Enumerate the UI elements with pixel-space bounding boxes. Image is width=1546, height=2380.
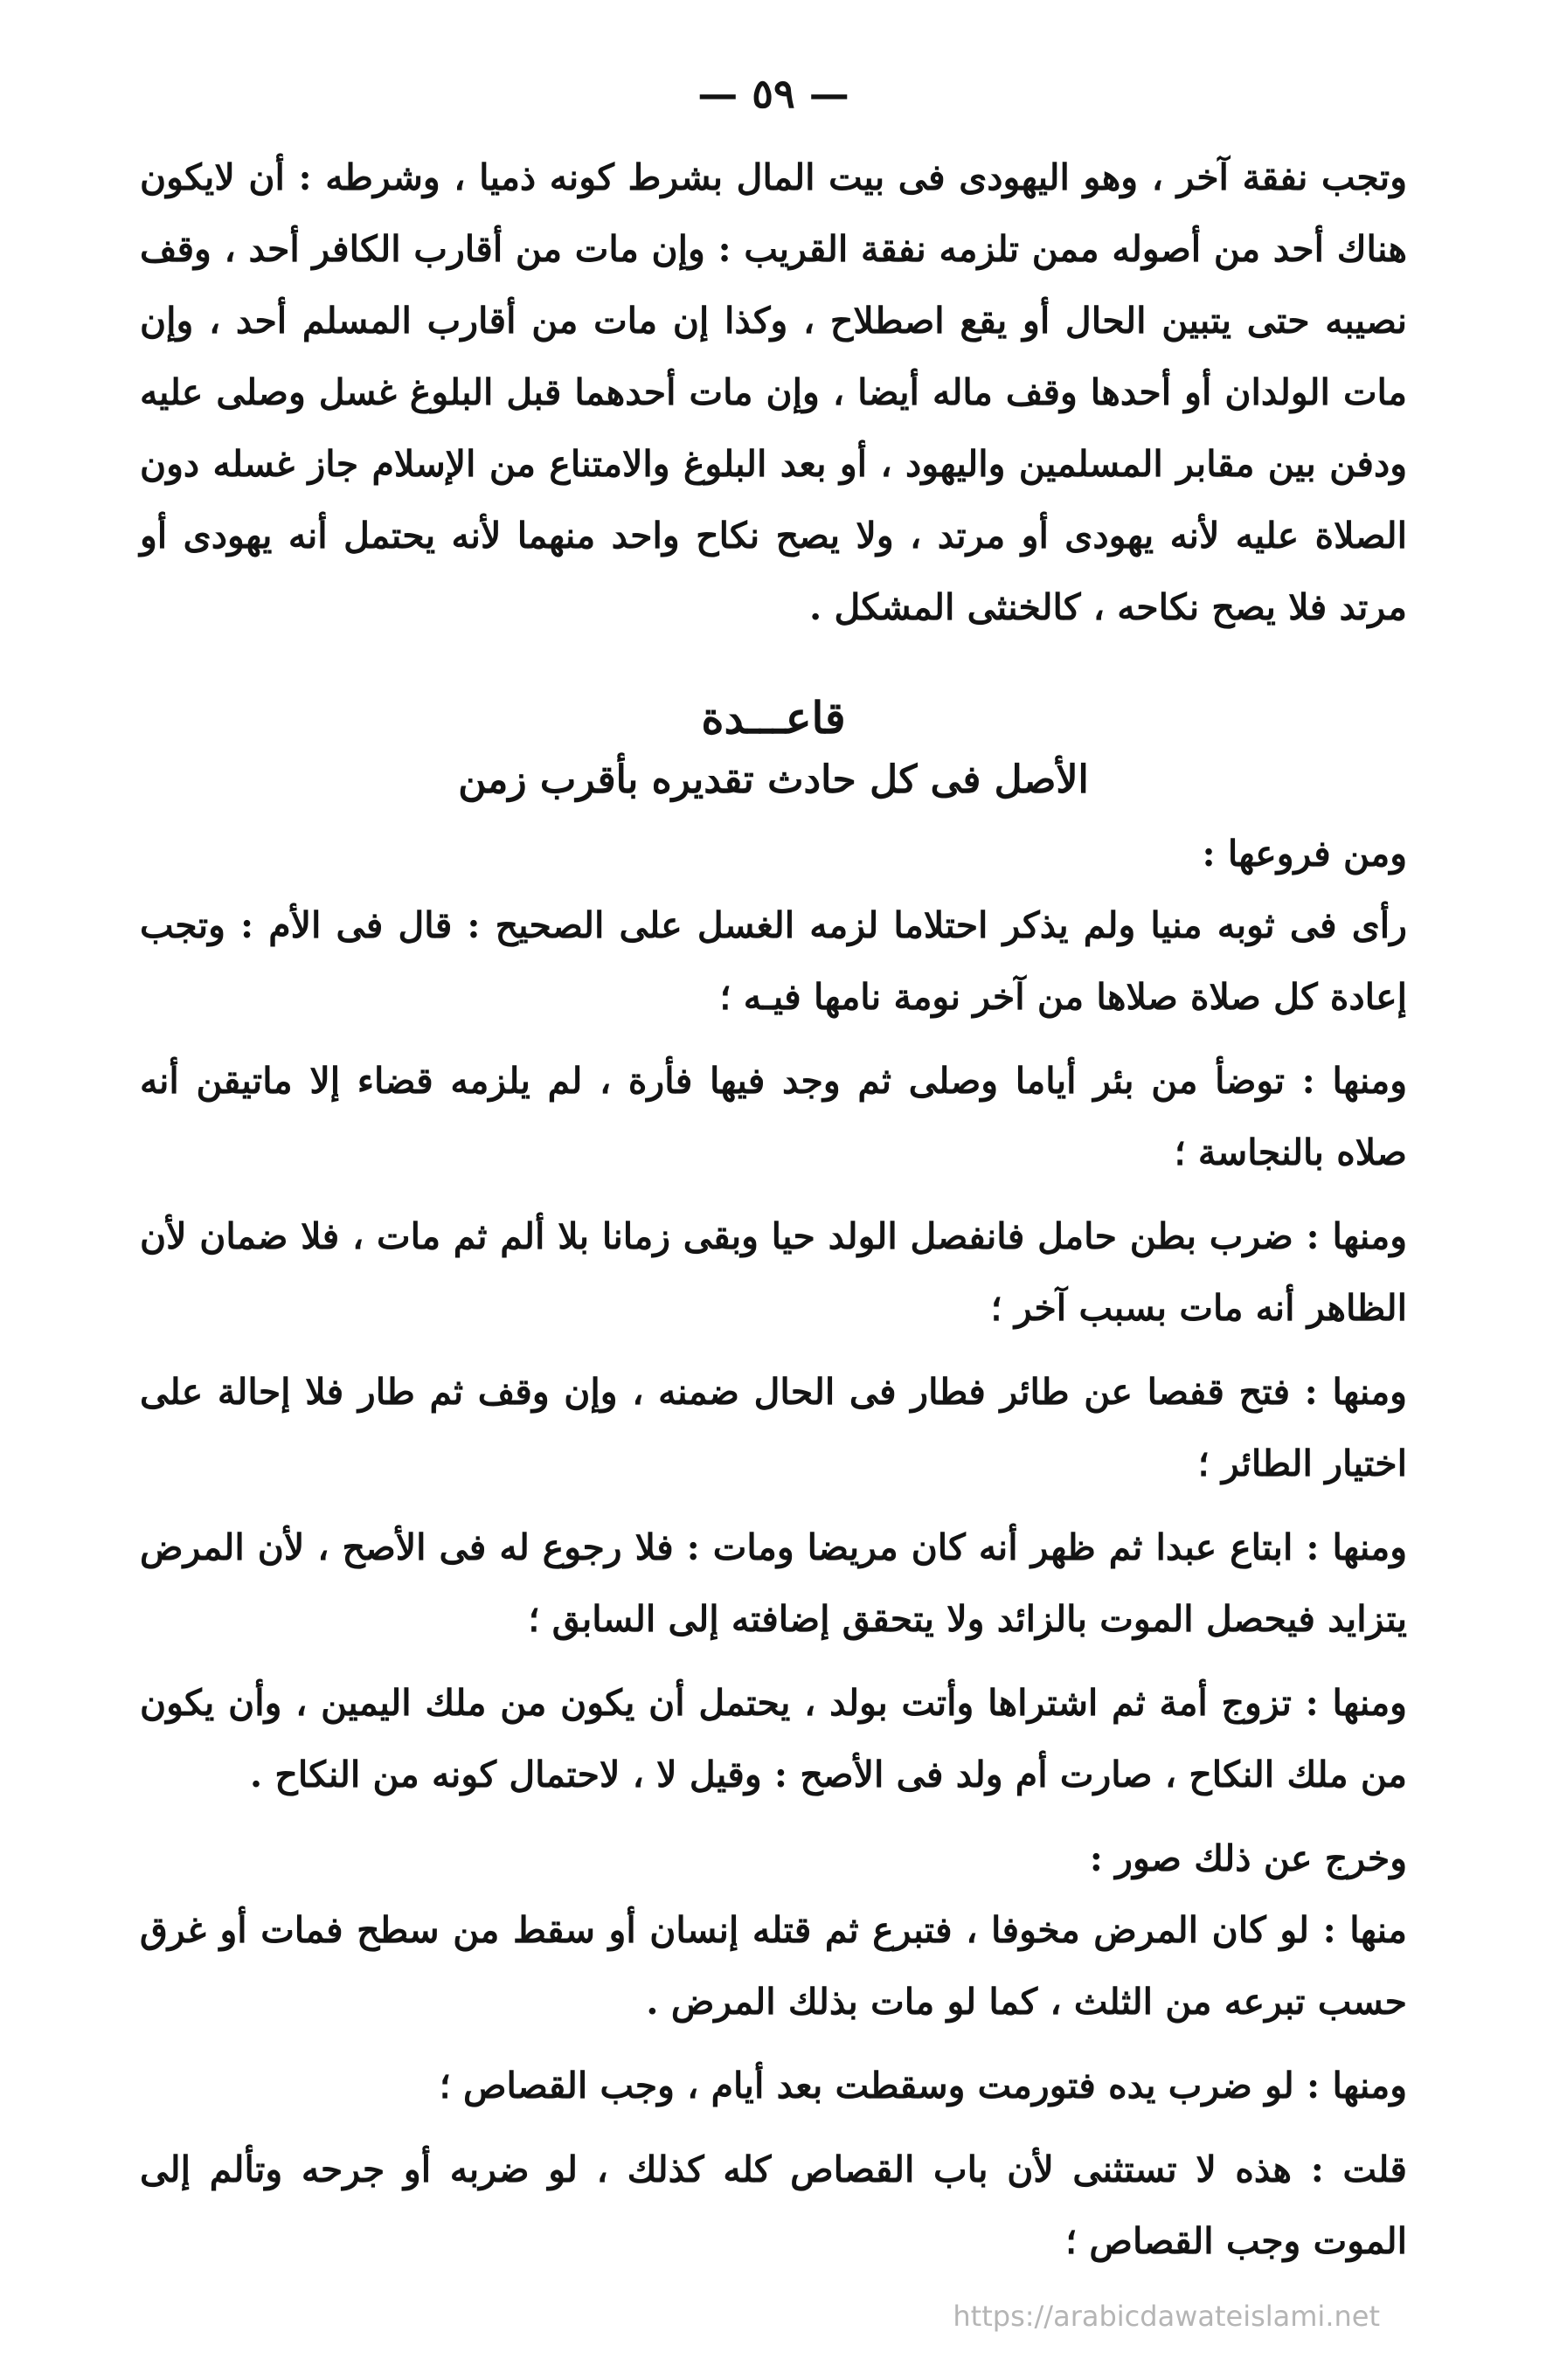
page-number: — ٥٩ — [697,70,849,117]
book-page [140,70,1407,2289]
rule-paragraph: ومنها : لو ضرب يده فتورمت وسقطت بعد أيام ، وجب القصاص ؛ [439,2065,1407,2107]
rule-paragraph: ومنها : توضأ من بئر أياما وصلى ثم وجد فيها فأرة ، لم يلزمه قضاء إلا ماتيقن أنه صلاه بالنجاسة ؛ [140,1060,1407,1173]
rule-paragraph: ومنها : فتح قفصا عن طائر فطار فى الحال ضمنه ، وإن وقف ثم طار فلا إحالة على اختيار الطائر ؛ [140,1371,1407,1484]
rule-heading: قاعـــدة [701,692,846,744]
rule-paragraph: قلت : هذه لا تستثنى لأن باب القصاص كله كذلك ، لو ضربه أو جرحه وتألم إلى الموت وجب القصاص ؛ [140,2148,1407,2262]
rule-paragraph: منها : لو كان المرض مخوفا ، فتبرع ثم قتله إنسان أو سقط من سطح فمات أو غرق حسب تبرعه من الثلث ، كما لو مات بذلك المرض . [140,1909,1407,2023]
rule-paragraph: ومنها : ابتاع عبدا ثم ظهر أنه كان مريضا ومات : فلا رجوع له فى الأصح ، لأن المرض يتزايد فيحصل الموت بالزائد ولا يتحقق إضافته إلى السابق ؛ [140,1526,1407,1640]
rule-paragraph: ومنها : تزوج أمة ثم اشتراها وأتت بولد ، يحتمل أن يكون من ملك اليمين ، وأن يكون من ملك النكاح ، صارت أم ولد فى الأصح : وقيل لا ، لاحتمال كونه من النكاح . [140,1682,1407,1795]
intro-paragraph: وتجب نفقة آخر ، وهو اليهودى فى بيت المال بشرط كونه ذميا ، وشرطه : أن لايكون هناك أحد من أصوله ممن تلزمه نفقة القريب : وإن مات من أقارب الكافر أحد ، وقف نصيبه حتى يتبين الحال أو يقع اصطلاح ، وكذا إن مات من أقارب المسلم أحد ، وإن مات الولدان أو أحدها وقف ماله أيضا ، وإن مات أحدهما قبل البلوغ غسل وصلى عليه ودفن بين مقابر المسلمين واليهود ، أو بعد البلوغ والامتناع من الإسلام جاز غسله دون الصلاة عليه لأنه يهودى أو مرتد ، ولا يصح نكاح واحد منهما لأنه يحتمل أنه يهودى أو مرتد فلا يصح نكاحه ، كالخنثى المشكل . [140,156,1407,628]
rule-paragraph: ومن فروعها : [1202,833,1407,875]
rule-section [140,818,1407,2277]
rule-paragraph: رأى فى ثوبه منيا ولم يذكر احتلاما لزمه الغسل على الصحيح : قال فى الأم : وتجب إعادة كل صلاة صلاها من آخر نومة نامها فيـه ؛ [140,904,1407,1018]
rule-subheading: الأصل فى كل حادث تقديره بأقرب زمن [458,758,1089,802]
rule-paragraph: وخرج عن ذلك صور : [1089,1837,1407,1879]
rule-paragraph: ومنها : ضرب بطن حامل فانفصل الولد حيا وبقى زمانا بلا ألم ثم مات ، فلا ضمان لأن الظاهر أنه مات بسبب آخر ؛ [140,1215,1407,1329]
intro-section [140,142,1407,643]
watermark-url: https://arabicdawateislami.net [953,2300,1380,2333]
